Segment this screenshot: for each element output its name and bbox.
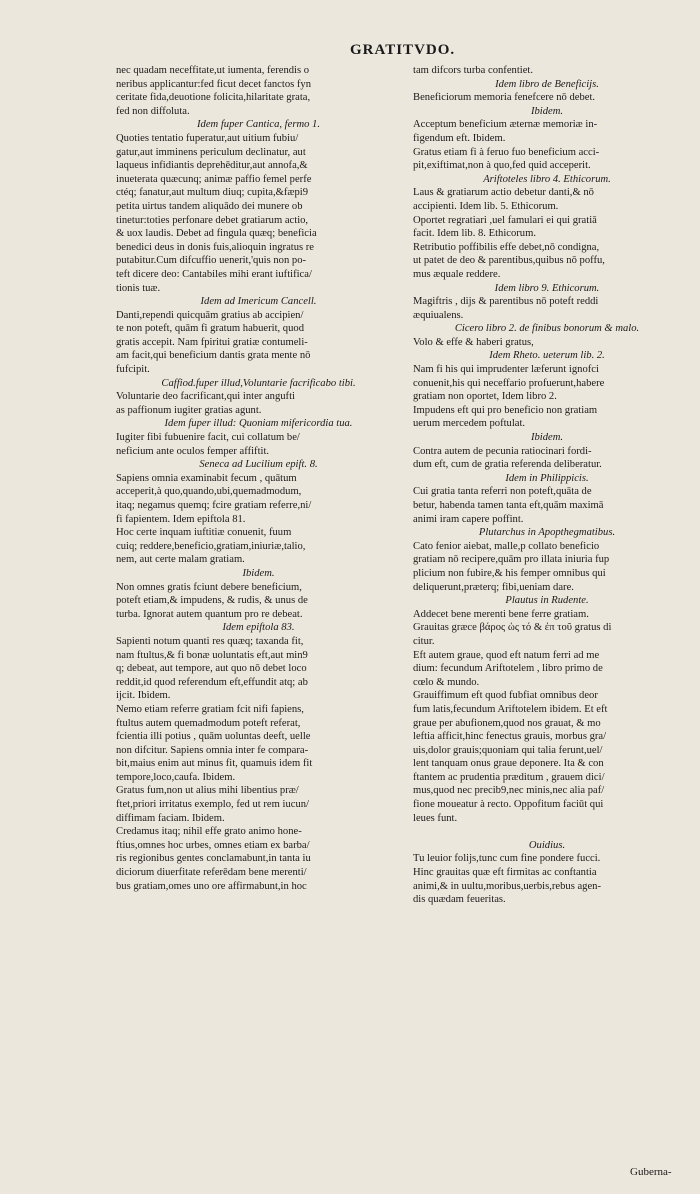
text-line: fufcipit. bbox=[116, 364, 150, 376]
text-line: ijcit. Ibidem. bbox=[116, 690, 171, 702]
running-head: GRATITVDO. bbox=[350, 42, 456, 58]
text-line: Addecet bene merenti bene ferre gratiam. bbox=[413, 608, 589, 620]
text-line: fum latis,fecundum Ariftotelem ibidem. Et eft bbox=[413, 703, 608, 715]
text-line: petita uirtus tandem aliquādo dei munere ob bbox=[116, 200, 303, 212]
text-line: am facit,qui beneficium dantis grata mente nō bbox=[116, 350, 311, 362]
text-line: Nam fi his qui imprudenter læferunt ignofci bbox=[413, 364, 599, 376]
text-line: Gratus fum,non ut alius mihi libentius præ/ bbox=[116, 785, 299, 797]
text-line: Grauitas græce βάρος ὡς τό & ἐπ τοῦ gratus di bbox=[413, 622, 612, 634]
source-heading: Idem in Philippicis. bbox=[505, 472, 589, 484]
text-line: tempore,loco,caufa. Ibidem. bbox=[116, 771, 236, 783]
source-heading: Idem fuper illud: Quoniam mifericordia tua. bbox=[164, 418, 353, 430]
text-line: Impudens eft qui pro beneficio non gratiam bbox=[413, 404, 598, 416]
left-column bbox=[116, 64, 401, 893]
text-line: non difcitur. Sapiens omnia inter fe compara- bbox=[116, 744, 309, 756]
text-line: diffimam faciam. Ibidem. bbox=[116, 812, 225, 824]
text-line: itaq; negamus quemq; fcire gratiam referre,ni/ bbox=[116, 500, 312, 511]
text-line: diciorum diuerfitate referēdam bene merenti/ bbox=[116, 867, 307, 879]
text-line: leues funt. bbox=[413, 812, 458, 824]
text-line: Sapiens omnia examinabit fecum , quātum bbox=[116, 472, 297, 484]
text-line: Magiftris , dijs & parentibus nō poteft reddi bbox=[413, 296, 599, 308]
text-line: nec quadam neceffitate,ut iumenta, ferendis o bbox=[116, 65, 310, 76]
text-line: te non poteft, quām fi gratum habuerit, quod bbox=[116, 323, 304, 335]
text-line: Nemo etiam referre gratiam fcit nifi fapiens, bbox=[116, 703, 304, 715]
text-line: Eft autem graue, quod eft natum ferri ad me bbox=[413, 649, 600, 661]
text-line: Retributio poffibilis effe debet,nō condigna, bbox=[413, 241, 600, 253]
text-line: fione moueatur à recto. Oppofitum faciūt qui bbox=[413, 799, 604, 811]
text-line: tionis tuæ. bbox=[116, 282, 161, 294]
text-line: uerum mercedem poftulat. bbox=[413, 418, 526, 430]
text-line: gratiam nō recipere,quām pro illata iniuria fup bbox=[413, 554, 610, 566]
text-line: Acceptum beneficium æternæ memoriæ in- bbox=[413, 119, 598, 131]
text-line: Iugiter fibi fubuenire facit, cui collatum be/ bbox=[116, 432, 300, 444]
text-line: ftius,omnes hoc urbes, omnes etiam ex barba/ bbox=[116, 839, 310, 851]
text-line: cœlo & mundo. bbox=[413, 676, 480, 688]
source-heading: Ibidem. bbox=[530, 105, 564, 117]
text-line: graue per abufionem,quod nos grauat, & mo bbox=[413, 717, 601, 729]
text-line: Laus & gratiarum actio debetur danti,& nō bbox=[413, 187, 594, 199]
text-line: gratiam non oportet, Idem libro 2. bbox=[413, 391, 557, 403]
text-line: dium: fecundum Ariftotelem , libro primo de bbox=[413, 663, 603, 675]
text-line: uis,dolor grauis;quoniam qui talia ferunt,uel/ bbox=[413, 744, 603, 756]
text-line: Hinc grauitas quæ eft firmitas ac conftantia bbox=[413, 867, 597, 879]
text-line: pit,exiftimat,non à quo,fed quid acceperit. bbox=[413, 160, 591, 172]
text-line: citur. bbox=[413, 635, 435, 647]
text-line: Contra autem de pecunia ratiocinari fordi- bbox=[413, 445, 592, 457]
source-heading: Idem libro de Beneficijs. bbox=[495, 78, 599, 90]
text-line: ftantem ac prudentia præditum , grauem dici/ bbox=[413, 771, 605, 783]
text-line: leftia afficit,hinc fenectus grauis, morbus gra/ bbox=[413, 731, 607, 743]
right-column bbox=[413, 64, 681, 907]
text-line: Voluntarie deo facrificant,qui inter angufti bbox=[116, 391, 295, 403]
text-line: Hoc certe inquam iuftitiæ conuenit, fuum bbox=[116, 527, 292, 539]
text-line: Credamus itaq; nihil effe grato animo hone- bbox=[116, 826, 302, 838]
text-line: mus,quod nec precib9,nec minis,nec alia paf/ bbox=[413, 785, 605, 797]
source-heading: Ibidem. bbox=[242, 567, 275, 579]
text-line: dum eft, cum de gratia referenda deliberatur. bbox=[413, 459, 602, 471]
source-heading: Seneca ad Lucilium epift. 8. bbox=[199, 459, 318, 471]
source-heading: Idem Rheto. ueterum lib. 2. bbox=[489, 350, 605, 362]
source-heading: Idem libro 9. Ethicorum. bbox=[494, 282, 600, 294]
text-line: nem, aut certe malam gratiam. bbox=[116, 554, 245, 566]
text-line: benedici deus in donis fuis,alioquin ingratus re bbox=[116, 241, 315, 253]
text-line: Beneficiorum memoria fenefcere nō debet. bbox=[413, 92, 596, 104]
text-line: turba. Ignorat autem quantum pro re debeat. bbox=[116, 608, 303, 620]
text-line: figendum eft. Ibidem. bbox=[413, 132, 506, 144]
text-line: ftultus autem quemadmodum poteft referat, bbox=[116, 717, 301, 729]
text-line: dis quædam feueritas. bbox=[413, 894, 506, 906]
text-line: cuiq; reddere,beneficio,gratiam,iniuriæ,talio, bbox=[116, 540, 306, 552]
text-line: teft dicere deo: Cantabiles mihi erant iuftifica/ bbox=[116, 268, 312, 280]
text-line: ut patet de deo & parentibus,quibus nō poffu, bbox=[413, 255, 605, 267]
source-heading: Idem fuper Cantica, fermo 1. bbox=[197, 119, 320, 131]
text-line: laqueus infidiantis deprehēditur,aut annofa,& bbox=[116, 160, 308, 172]
text-line: fcientia illi potius , quām uoluntas deeft, uelle bbox=[116, 731, 311, 743]
text-line: Cui gratia tanta referri non poteft,quāta de bbox=[413, 486, 592, 498]
text-line: accipienti. Idem lib. 5. Ethicorum. bbox=[413, 200, 559, 212]
text-line: Gratus etiam fi à feruo fuo beneficium acci- bbox=[413, 146, 600, 158]
source-heading: Idem ad Imericum Cancell. bbox=[200, 296, 317, 308]
source-heading: Cicero libro 2. de finibus bonorum & malo. bbox=[454, 323, 640, 335]
text-line: & uox laudis. Debet ad fingula quæq; beneficia bbox=[116, 228, 317, 240]
text-line: as paffionum iugiter gratias agunt. bbox=[116, 404, 262, 416]
source-heading: Caffiod.fuper illud,Voluntarie facrificabo tibi. bbox=[161, 377, 356, 389]
source-heading: Ibidem. bbox=[530, 432, 564, 444]
text-line: gratis accepit. Nam fpiritui gratiæ contumeli- bbox=[116, 336, 308, 348]
text-line: Sapienti notum quanti res quæq; taxanda fit, bbox=[116, 635, 304, 647]
text-line: Quoties tentatio fuperatur,aut uitium fubiu/ bbox=[116, 132, 299, 144]
catchword: Guberna- bbox=[630, 1166, 672, 1178]
text-line: conuenit,his qui neceffario profuerunt,habere bbox=[413, 377, 605, 389]
text-line: bus gratiam,omes uno ore affirmabunt,in hoc bbox=[116, 880, 307, 892]
text-line: poteft etiam,& impudens, & rudis, & unus de bbox=[116, 595, 308, 607]
text-line: lent tanquam onus graue deponere. Ita & con bbox=[413, 758, 604, 770]
text-line: Tu leuior folijs,tunc cum fine pondere fucci. bbox=[413, 853, 601, 865]
text-line: tinetur:toties perfonare debet gratiarum actio, bbox=[116, 214, 309, 226]
source-heading: Ouidius. bbox=[528, 839, 566, 851]
text-line: Danti,rependi quicquām gratius ab accipien/ bbox=[116, 309, 304, 321]
text-line: æquiualens. bbox=[413, 309, 464, 321]
text-line: inueterata quæcunq; animæ paffio femel perfe bbox=[116, 173, 312, 185]
text-line: bit,maius enim aut minus fit, quamuis idem fit bbox=[116, 758, 313, 770]
text-line: animi iram capere poffint. bbox=[413, 513, 524, 525]
text-line: acceperit,à quo,quando,ubi,quemadmodum, bbox=[116, 486, 302, 498]
text-line: fed non diffoluta. bbox=[116, 105, 190, 117]
text-line: q; debeat, aut tempore, aut quo nō debet loco bbox=[116, 663, 307, 675]
text-line: tam difcors turba confentiet. bbox=[413, 65, 534, 76]
text-line: mus æquale reddere. bbox=[413, 268, 501, 280]
text-line: animi,& in uultu,moribus,uerbis,rebus agen- bbox=[413, 880, 602, 892]
text-line: facit. Idem lib. 8. Ethicorum. bbox=[413, 228, 536, 240]
text-line: plicium non fubire,& his femper omnibus qui bbox=[413, 567, 606, 579]
text-line: neficium ante oculos femper affiftit. bbox=[116, 445, 270, 457]
text-line: betur, habenda tamen tanta eft,quām maximā bbox=[413, 500, 604, 511]
text-line: Grauiffimum eft quod fubfiat omnibus deor bbox=[413, 690, 598, 702]
text-line: Cato fenior aiebat, malle,p collato beneficio bbox=[413, 540, 600, 552]
text-line: Volo & effe & haberi gratus, bbox=[413, 336, 534, 348]
text-line: reddit,id quod referendum eft,effundit atq; ab bbox=[116, 676, 308, 688]
text-line: deliquerunt,præterq; fibi,ueniam dare. bbox=[413, 581, 574, 593]
text-line: Oportet regratiari ,uel famulari ei qui gratiā bbox=[413, 214, 597, 226]
text-line: neribus applicantur:fed ficut decet fanctos fyn bbox=[116, 78, 312, 90]
source-heading: Plautus in Rudente. bbox=[505, 595, 589, 607]
text-line: nam ftultus,& fi bonæ uoluntatis eft,aut min9 bbox=[116, 649, 308, 661]
text-line bbox=[413, 825, 681, 839]
text-line: putabitur.Cum difcuffio uenerit,'quis non po- bbox=[116, 255, 307, 267]
text-line: gatur,aut imminens periculum declinatur, aut bbox=[116, 146, 306, 158]
source-heading: Idem epiftola 83. bbox=[222, 622, 295, 634]
text-line: ftet,priori irritatus exemplo, fed ut rem iucun/ bbox=[116, 799, 309, 811]
text-line: fi fapientem. Idem epiftola 81. bbox=[116, 513, 246, 525]
text-line: ctéq; fanatur,aut multum diuq; cupita,&fæpi9 bbox=[116, 187, 308, 199]
text-line: ceritate fida,deuotione folicita,hilaritate grata, bbox=[116, 92, 311, 104]
text-line: Non omnes gratis fciunt debere beneficium, bbox=[116, 581, 302, 593]
source-heading: Ariftoteles libro 4. Ethicorum. bbox=[483, 173, 611, 185]
text-line: ris regionibus gentes conclamabunt,in tanta iu bbox=[116, 853, 311, 865]
source-heading: Plutarchus in Apopthegmatibus. bbox=[478, 527, 616, 539]
